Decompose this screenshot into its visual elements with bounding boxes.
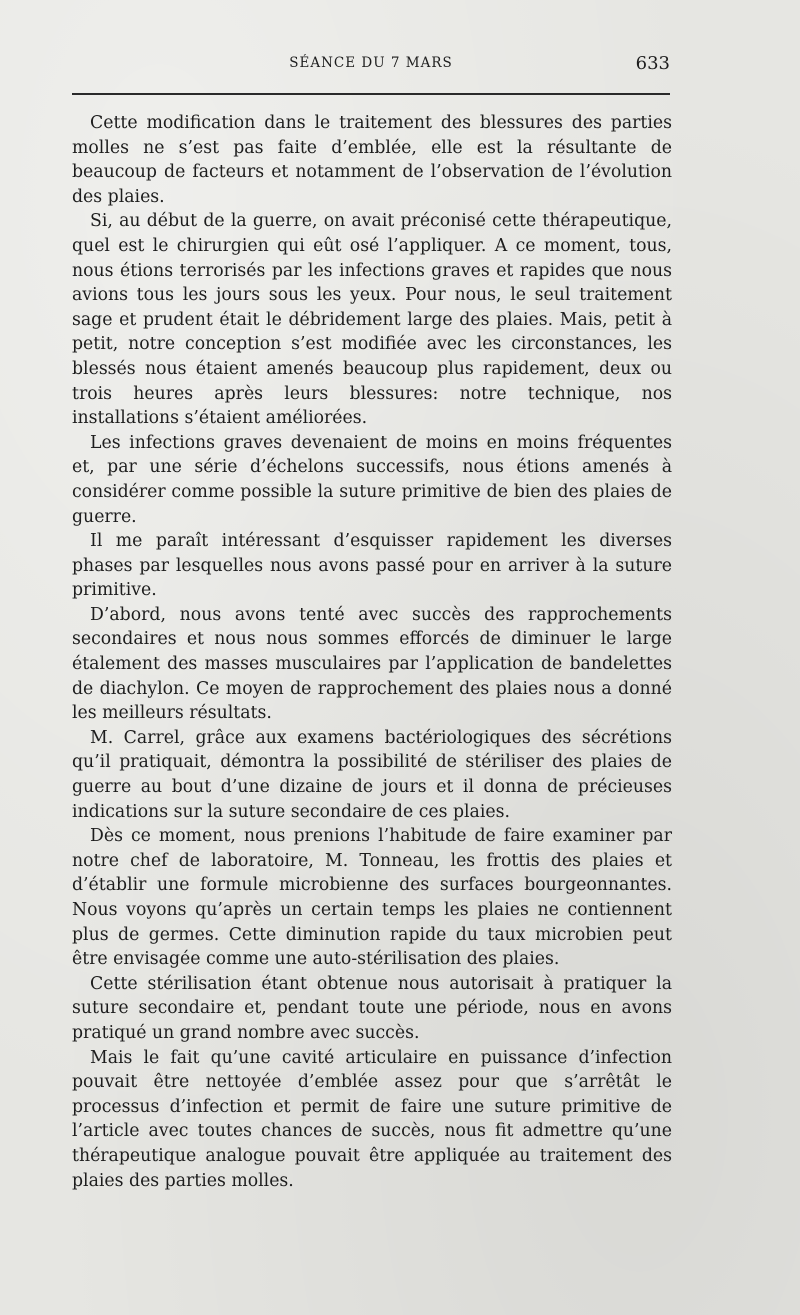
paragraph-1: Cette modification dans le traitement des blessures des parties molles ne s’est pas faite d’emblée, elle est la résultante de beaucoup de facteurs et notamment de l’observation de l’évolution des plaies. <box>72 113 672 207</box>
paragraph-8: Cette stérilisation étant obtenue nous autorisait à pratiquer la suture secondaire et, pendant toute une période, nous en avons pratiqué un grand nombre avec succès. <box>72 973 672 1043</box>
paragraph-3: Les infections graves devenaient de moins en moins fréquentes et, par une série d’échelons successifs, nous étions amenés à considérer comme possible la suture primitive de bien des plaies de guerre. <box>72 432 672 527</box>
running-title: SÉANCE DU 7 MARS <box>289 55 453 71</box>
paragraph-7: Dès ce moment, nous prenions l’habitude de faire examiner par notre chef de laboratoire, M. Tonneau, les frottis des plaies et d’établir une formule microbienne des surfaces bourgeonnantes. Nous voyons qu’après un certain temps les plaies ne contiennent plus de germes. Cette diminution rapide du taux microbien peut être envisagée comme une auto-stérilisation des plaies. <box>72 826 672 970</box>
header-rule <box>72 93 670 95</box>
page-number: 633 <box>635 53 670 74</box>
page-header <box>72 52 670 76</box>
paragraph-2: Si, au début de la guerre, on avait préconisé cette thérapeutique, quel est le chirurgien qui eût osé l’appliquer. A ce moment, tous, nous étions terrorisés par les infections graves et rapides que nous avions tous les jours sous les yeux. Pour nous, le seul traitement sage et prudent était le débridement large des plaies. Mais, petit à petit, notre conception s’est modifiée avec les circonstances, les blessés nous étaient amenés beaucoup plus rapidement, deux ou trois heures après leurs blessures: notre technique, nos installations s’étaient améliorées. <box>72 211 672 429</box>
paragraph-4: Il me paraît intéressant d’esquisser rapidement les diverses phases par lesquelles nous avons passé pour en arriver à la suture primitive. <box>72 531 672 601</box>
paragraph-6: M. Carrel, grâce aux examens bactériologiques des sécrétions qu’il pratiquait, démontra la possibilité de stériliser des plaies de guerre au bout d’une dizaine de jours et il donna de précieuses indications sur la suture secondaire de ces plaies. <box>72 727 672 822</box>
paragraph-9: Mais le fait qu’une cavité articulaire en puissance d’infection pouvait être nettoyée d’emblée assez pour que s’arrêtât le processus d’infection et permit de faire une suture primitive de l’article avec toutes chances de succès, nous fit admettre qu’une thérapeutique analogue pouvait être appliquée au traitement des plaies des parties molles. <box>72 1047 672 1191</box>
paragraph-5: D’abord, nous avons tenté avec succès des rapprochements secondaires et nous nous sommes efforcés de diminuer le large étalement des masses musculaires par l’application de bandelettes de diachylon. Ce moyen de rapprochement des plaies nous a donné les meilleurs résultats. <box>72 604 672 724</box>
body-text <box>72 111 672 1193</box>
